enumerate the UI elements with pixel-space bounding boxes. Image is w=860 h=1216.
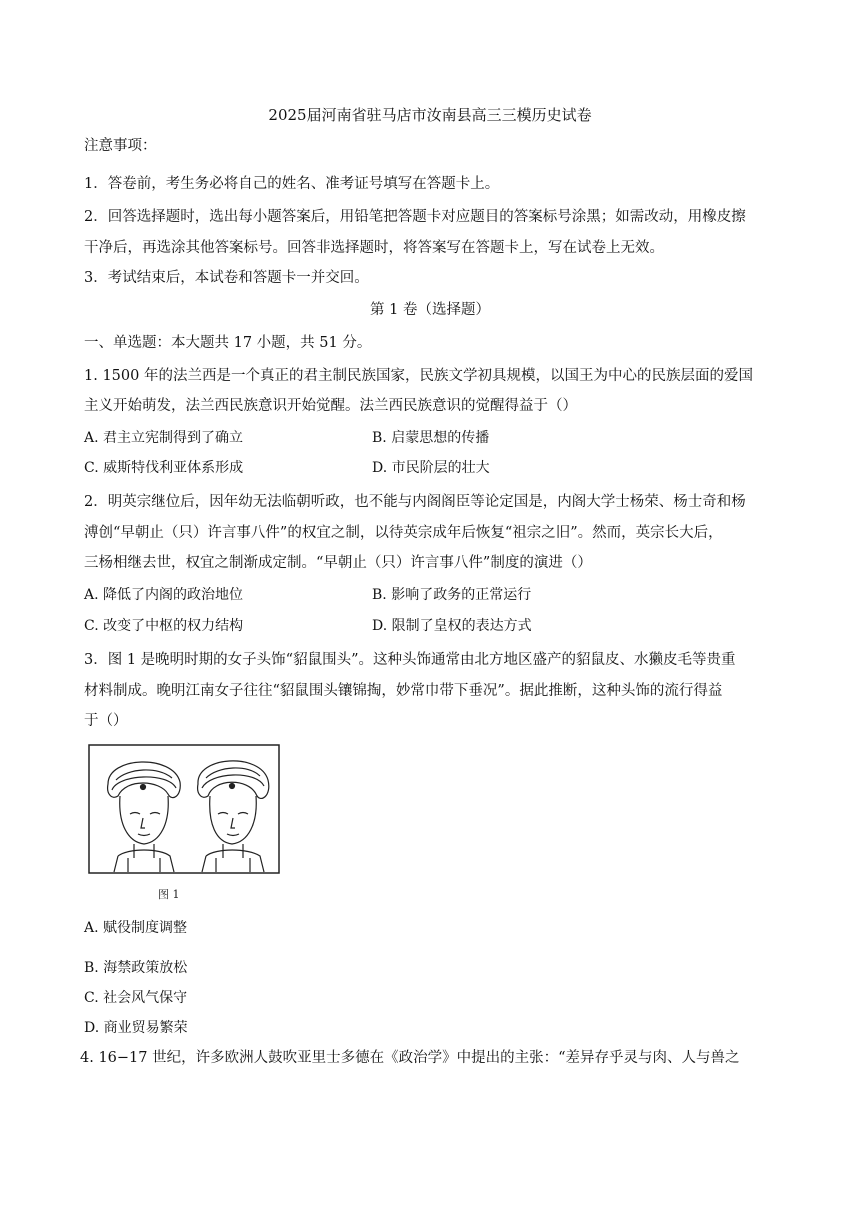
question-line: 三杨相继去世，权宜之制渐成定制。“早朝止（只）许言事八件”制度的演进（） xyxy=(84,555,592,571)
question-2-option-a: A. 降低了内阁的政治地位 xyxy=(84,587,244,603)
question-3-option-a: A. 赋役制度调整 xyxy=(84,920,188,936)
exam-title: 2025届河南省驻马店市汝南县高三三模历史试卷 xyxy=(268,106,592,124)
question-3-option-c: C. 社会风气保守 xyxy=(84,990,188,1006)
question-line: 1. 1500 年的法兰西是一个真正的君主制民族国家，民族文学初具规模，以国王为中心的民族层面的爱国 xyxy=(84,368,753,384)
question-line: 溥创“早朝止（只）许言事八件”的权宜之制，以待英宗成年后恢复“祖宗之旧”。然而，英宗长大后， xyxy=(84,525,723,541)
question-line: 于（） xyxy=(84,713,128,729)
volume-title: 第 1 卷（选择题） xyxy=(370,302,490,318)
question-line: 3．图 1 是晚明时期的女子头饰“貂鼠围头”。这种头饰通常由北方地区盛产的貂鼠皮、水獭皮毛等贵重 xyxy=(84,652,736,668)
question-line: 4. 16−17 世纪，许多欧洲人鼓吹亚里士多德在《政治学》中提出的主张：“差异存乎灵与肉、人与兽之 xyxy=(80,1050,740,1066)
part-title: 一、单选题：本大题共 17 小题，共 51 分。 xyxy=(84,335,372,351)
notice-item: 2．回答选择题时，选出每小题答案后，用铅笔把答题卡对应题目的答案标号涂黑；如需改动，用橡皮擦 xyxy=(84,209,746,225)
question-line: 2．明英宗继位后，因年幼无法临朝听政，也不能与内阁阁臣等论定国是，内阁大学士杨荣、杨士奇和杨 xyxy=(84,494,746,510)
question-3-option-b: B. 海禁政策放松 xyxy=(84,960,188,976)
notice-item: 干净后，再选涂其他答案标号。回答非选择题时，将答案写在答题卡上，写在试卷上无效。 xyxy=(84,240,664,256)
question-1-option-b: B. 启蒙思想的传播 xyxy=(372,430,490,446)
headdress-illustration xyxy=(88,744,280,874)
question-3-option-d: D. 商业贸易繁荣 xyxy=(84,1020,188,1036)
question-line: 主义开始萌发，法兰西民族意识开始觉醒。法兰西民族意识的觉醒得益于（） xyxy=(84,398,577,414)
question-line: 材料制成。晚明江南女子往往“貂鼠围头镶锦掏，妙常巾带下垂况”。据此推断，这种头饰的流行得益 xyxy=(84,683,723,699)
question-2-option-d: D. 限制了皇权的表达方式 xyxy=(372,618,532,634)
question-2-option-b: B. 影响了政务的正常运行 xyxy=(372,587,532,603)
notice-item: 1．答卷前，考生务必将自己的姓名、准考证号填写在答题卡上。 xyxy=(84,176,500,192)
question-2-option-c: C. 改变了中枢的权力结构 xyxy=(84,618,244,634)
figure-caption: 图 1 xyxy=(158,888,180,901)
notice-item: 3．考试结束后，本试卷和答题卡一并交回。 xyxy=(84,270,369,286)
question-1-option-a: A. 君主立宪制得到了确立 xyxy=(84,430,244,446)
figure-headdress xyxy=(88,744,280,874)
notice-heading: 注意事项： xyxy=(84,138,157,154)
question-1-option-c: C. 威斯特伐利亚体系形成 xyxy=(84,460,244,476)
question-1-option-d: D. 市民阶层的壮大 xyxy=(372,460,490,476)
